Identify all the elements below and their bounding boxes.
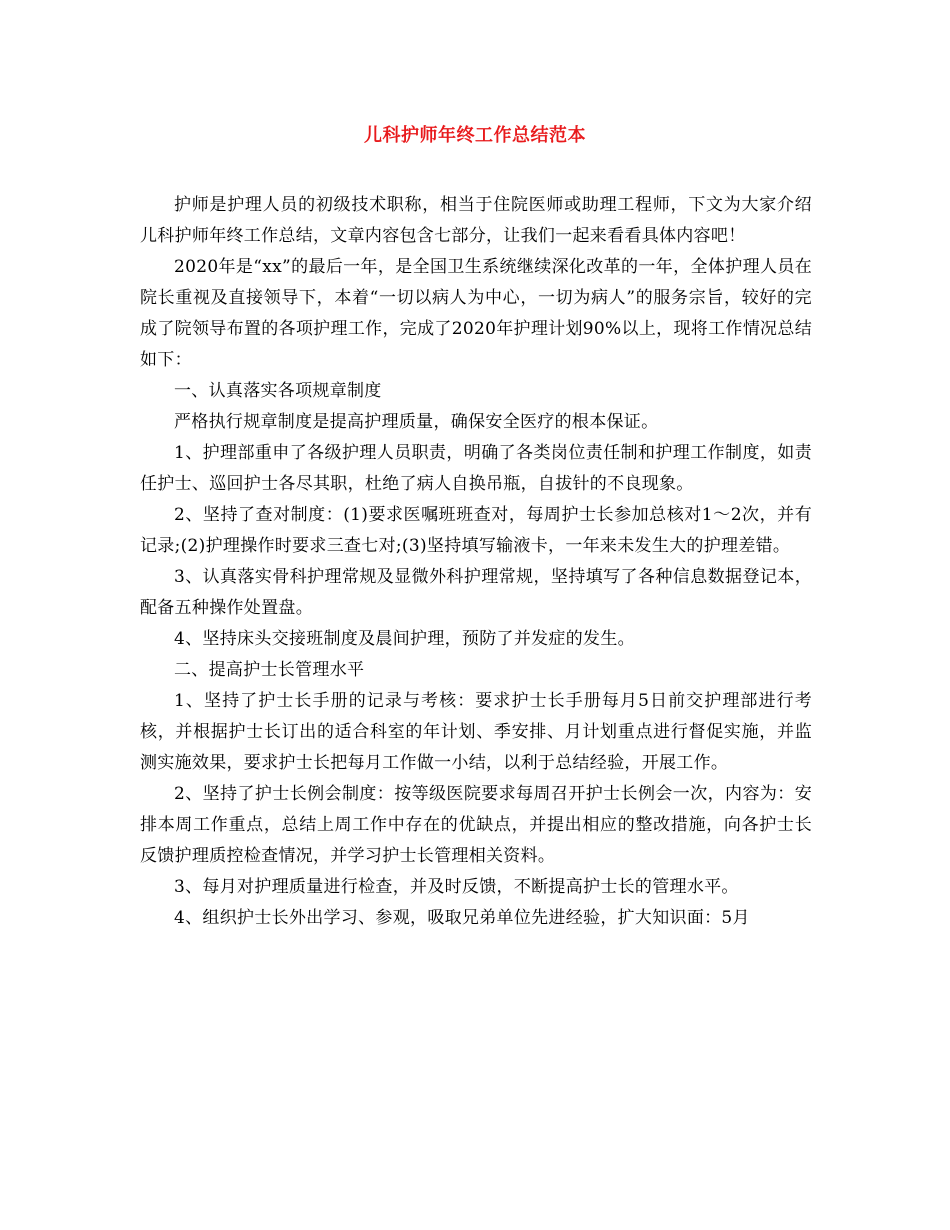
section-heading-2: 二、提高护士长管理水平 [174,660,365,680]
paragraph-item-2-1: 1、坚持了护士长手册的记录与考核：要求护士长手册每月5日前交护理部进行考核，并根据护士长订出的适合科室的年计划、季安排、月计划重点进行督促实施，并监测实施效果，要求护士长把每月工作做一小结，以利于总结经验，开展工作。 [140,691,812,773]
paragraph-item-1-4: 4、坚持床头交接班制度及晨间护理，预防了并发症的发生。 [174,629,635,649]
section-heading-1: 一、认真落实各项规章制度 [174,381,382,401]
paragraph-item-2-3: 3、每月对护理质量进行检查，并及时反馈，不断提高护士长的管理水平。 [174,877,739,897]
paragraph-item-2-2: 2、坚持了护士长例会制度：按等级医院要求每周召开护士长例会一次，内容为：安排本周工作重点，总结上周工作中存在的优缺点，并提出相应的整改措施，向各护士长反馈护理质控检查情况，并学习护士长管理相关资料。 [140,784,812,866]
paragraph-item-2-4: 4、组织护士长外出学习、参观，吸取兄弟单位先进经验，扩大知识面：5月 [174,908,750,928]
paragraph-overview: 2020年是“xx”的最后一年，是全国卫生系统继续深化改革的一年，全体护理人员在院长重视及直接领导下，本着“一切以病人为中心，一切为病人”的服务宗旨，较好的完成了院领导布置的各项护理工作，完成了2020年护理计划90%以上，现将工作情况总结如下： [140,257,812,370]
document-body [140,190,812,934]
paragraph-item-1-2: 2、坚持了查对制度：(1)要求医嘱班班查对，每周护士长参加总核对1～2次，并有记录;(2)护理操作时要求三查七对;(3)坚持填写输液卡，一年来未发生大的护理差错。 [140,505,812,556]
document-title: 儿科护师年终工作总结范本 [364,125,586,146]
paragraph-item-1-3: 3、认真落实骨科护理常规及显微外科护理常规，坚持填写了各种信息数据登记本，配备五种操作处置盘。 [140,567,812,618]
paragraph-rules: 严格执行规章制度是提高护理质量，确保安全医疗的根本保证。 [174,412,659,432]
paragraph-item-1-1: 1、护理部重申了各级护理人员职责，明确了各类岗位责任制和护理工作制度，如责任护士、巡回护士各尽其职，杜绝了病人自换吊瓶，自拔针的不良现象。 [140,443,812,494]
paragraph-intro: 护师是护理人员的初级技术职称，相当于住院医师或助理工程师，下文为大家介绍儿科护师年终工作总结，文章内容包含七部分，让我们一起来看看具体内容吧！ [140,195,812,246]
